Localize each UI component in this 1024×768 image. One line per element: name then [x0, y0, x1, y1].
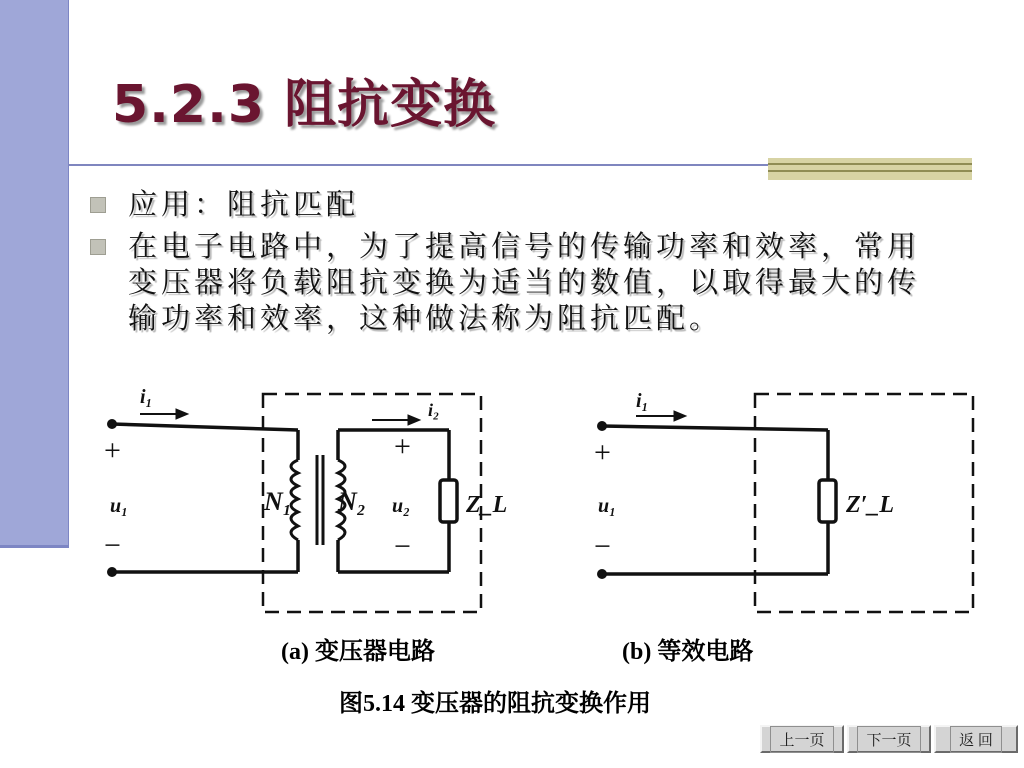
dashed-box-a — [263, 394, 481, 612]
title-accent-line — [768, 163, 972, 165]
next-page-button[interactable] — [847, 725, 931, 753]
wire-top-b — [602, 426, 828, 430]
bullet-text: 在电子电路中，为了提高信号的传输功率和效率，常用变压器将负载阻抗变换为适当的数值，以取得最大的传输功率和效率，这种做法称为阻抗匹配。 — [128, 229, 921, 335]
next-page-label: 下一页 — [857, 726, 920, 753]
wire-top-in — [112, 424, 298, 430]
current-arrows-a — [140, 409, 420, 425]
label-minus-in: − — [104, 529, 121, 562]
circuit-figure — [0, 370, 1024, 620]
label-i1: i₁ — [140, 386, 153, 408]
label-u1: u₁ — [110, 495, 129, 517]
title-underline — [68, 164, 834, 166]
caption-a: (a) 变压器电路 — [281, 639, 435, 665]
circuit-b — [602, 394, 973, 612]
terminal-dot — [107, 567, 117, 577]
label-minus-out: − — [394, 530, 411, 563]
terminal-dot — [107, 419, 117, 429]
title-accent-block — [768, 158, 972, 180]
terminal-dot — [597, 569, 607, 579]
terminal-dot — [597, 421, 607, 431]
labels-a — [104, 386, 507, 563]
label-plus-in-b: + — [594, 436, 611, 469]
bullet-item — [90, 186, 920, 222]
bullet-item — [90, 228, 920, 336]
label-zl-prime: Z′_L — [846, 492, 895, 518]
current-arrow-b — [636, 411, 686, 421]
label-plus-in: + — [104, 434, 121, 467]
label-zl: Z_L — [466, 492, 508, 518]
load-resistor-a — [440, 480, 457, 522]
label-n1: N₁ — [264, 487, 292, 516]
back-button[interactable] — [934, 725, 1018, 753]
primary-coil — [291, 460, 298, 540]
prev-page-label: 上一页 — [770, 726, 833, 753]
label-i2: i₂ — [428, 400, 440, 420]
bullet-text: 应用：阻抗匹配 — [128, 187, 360, 221]
figure-caption: 图5.14 变压器的阻抗变换作用 — [339, 691, 651, 717]
label-n2: N₂ — [338, 487, 366, 516]
label-plus-out: + — [394, 430, 411, 463]
label-minus-in-b: − — [594, 530, 611, 563]
prev-page-button[interactable] — [760, 725, 844, 753]
bullet-list — [90, 186, 920, 342]
bullet-square-icon — [90, 239, 106, 255]
bullet-square-icon — [90, 197, 106, 213]
load-resistor-b — [819, 480, 836, 522]
label-u2: u₂ — [392, 495, 411, 517]
label-u1-b: u₁ — [598, 495, 617, 517]
circuit-a — [112, 394, 481, 612]
label-i1-b: i₁ — [636, 390, 649, 412]
title-accent-line — [768, 170, 972, 172]
caption-b: (b) 等效电路 — [622, 639, 754, 665]
back-label: 返 回 — [950, 726, 1002, 753]
slide-title: 5.2.3 阻抗变换 — [112, 75, 497, 135]
